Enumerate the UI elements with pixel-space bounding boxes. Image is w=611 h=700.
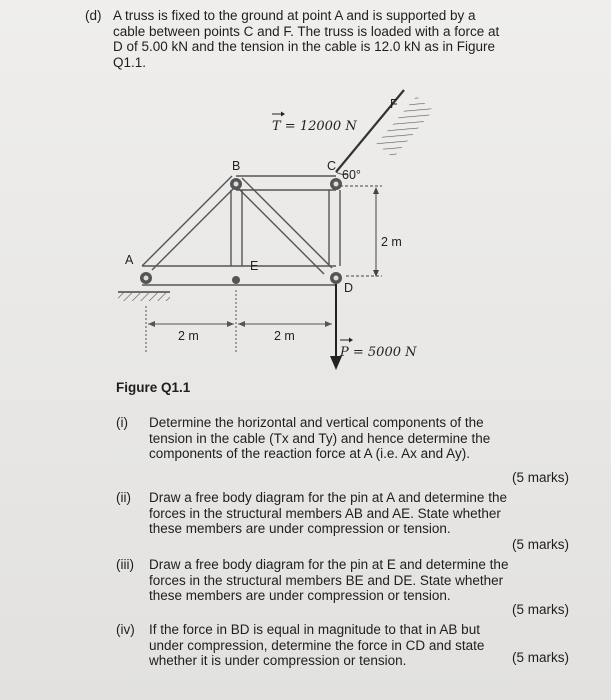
label-point-b: B <box>232 159 241 173</box>
question-number: (ii) <box>116 490 131 505</box>
question-text: If the force in BD is equal in magnitude to that in AB but under compression, determine the force in CD and state whether it is under compression or tension. <box>149 622 485 668</box>
horizontal-dimensions <box>146 290 332 352</box>
figure-caption: Figure Q1.1 <box>116 380 191 395</box>
question-text: Draw a free body diagram for the pin at E and determine the forces in the structural members BE and DE. State whether these members are under compression or tension. <box>149 557 509 603</box>
angle-label: 60° <box>342 168 361 182</box>
ground-hatch <box>118 293 170 301</box>
intro-text: A truss is fixed to the ground at point A and is supported by a cable between points C and F. The truss is loaded with a force at D of 5.00 kN and the tension in the cable is 12.0 kN as in Figure Q1.1. <box>113 8 500 70</box>
truss-members <box>142 176 340 285</box>
marks-i: (5 marks) <box>512 470 569 485</box>
question-text: Determine the horizontal and vertical components of the tension in the cable (Tx and Ty) and hence determine the components of the reaction force at A (i.e. Ax and Ay). <box>149 415 491 461</box>
label-point-e: E <box>250 259 259 273</box>
marks-iv: (5 marks) <box>512 650 569 665</box>
pin-e <box>232 276 240 284</box>
vertical-dimension-label: 2 m <box>381 235 402 249</box>
label-point-a: A <box>125 253 134 267</box>
label-point-d: D <box>344 281 354 295</box>
right-dimension-label: 2 m <box>274 329 295 343</box>
force-label: P = 5000 N <box>340 345 417 360</box>
truss-pins <box>140 178 342 284</box>
question-text: Draw a free body diagram for the pin at A and determine the forces in the structural members AB and AE. State whether these members are under compression or tension. <box>149 490 507 536</box>
marks-ii: (5 marks) <box>512 537 569 552</box>
question-label: (d) <box>85 8 102 23</box>
wall-hatch <box>377 96 434 158</box>
marks-iii: (5 marks) <box>512 602 569 617</box>
label-point-f: F <box>390 97 398 111</box>
question-number: (i) <box>116 415 128 430</box>
tension-label: T = 12000 N <box>272 119 357 134</box>
label-point-c: C <box>327 159 337 173</box>
left-dimension-label: 2 m <box>178 329 199 343</box>
question-number: (iv) <box>116 622 135 637</box>
question-number: (iii) <box>116 557 134 572</box>
